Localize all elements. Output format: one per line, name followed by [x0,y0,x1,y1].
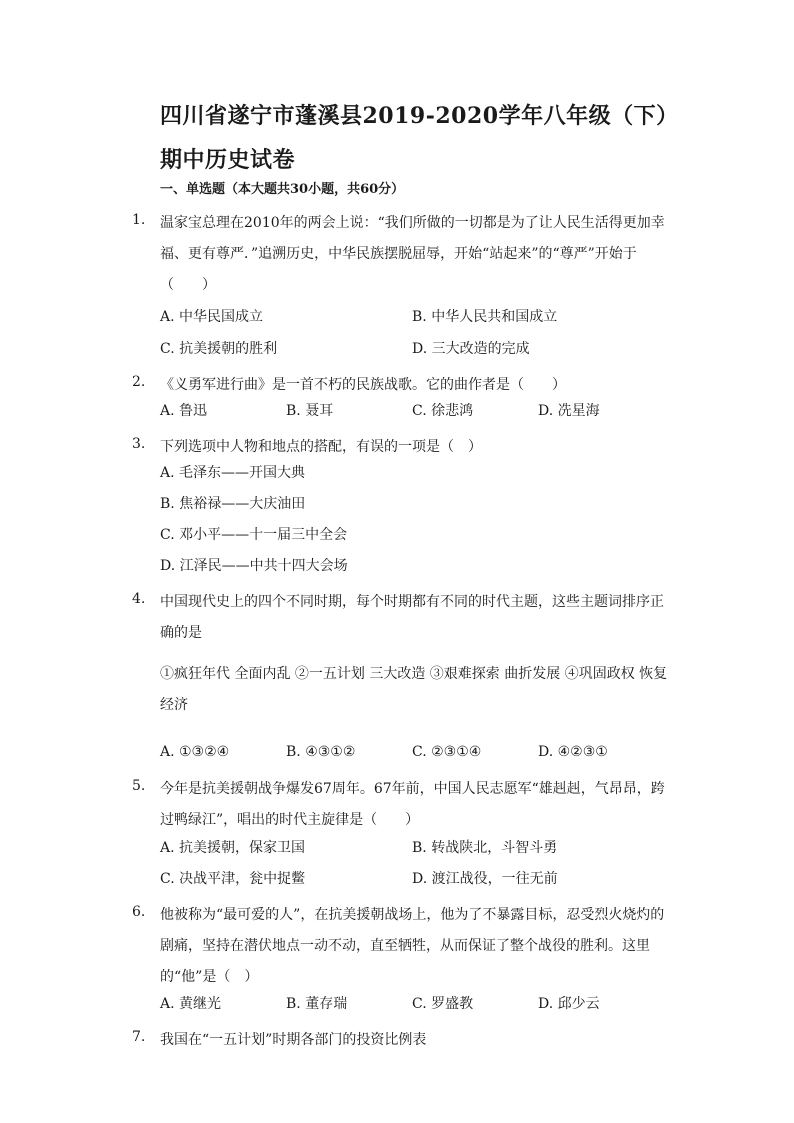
option-a[interactable]: A. 黄继光 [160,996,222,1012]
option-d[interactable]: D. 江泽民——中共十四大会场 [160,558,348,574]
option-b[interactable]: B. 聂耳 [286,403,334,419]
option-a[interactable]: A. 鲁迅 [160,403,208,419]
question-stem: 《义勇军进行曲》是一首不朽的民族战歌。它的曲作者是（ ） [160,377,566,393]
option-b[interactable]: B. ④③①② [286,744,356,760]
page-title: 四川省遂宁市蓬溪县2019-2020学年八年级（下）期中历史试卷 [160,103,679,173]
section-heading: 一、单选题（本大题共30小题，共60分） [160,182,405,197]
option-c[interactable]: C. ②③①④ [412,744,482,760]
question-number: 3. [132,436,146,452]
option-a[interactable]: A. ①③②④ [160,744,230,760]
option-a[interactable]: A. 毛泽东——开国大典 [160,465,306,481]
option-c[interactable]: C. 抗美援朝的胜利 [160,341,278,357]
option-c[interactable]: C. 罗盛教 [412,996,474,1012]
question-number: 1. [132,212,146,228]
option-b[interactable]: B. 董存瑞 [286,996,348,1012]
option-a[interactable]: A. 抗美援朝，保家卫国 [160,840,306,856]
question-number: 7. [132,1029,146,1045]
option-c[interactable]: C. 决战平津，瓮中捉鳖 [160,871,306,887]
question-number: 6. [132,904,146,920]
question-material: ①疯狂年代 全面内乱 ②一五计划 三大改造 ③艰难探索 曲折发展 ④巩固政权 恢复经济 [160,666,668,713]
option-b[interactable]: B. 转战陕北，斗智斗勇 [412,840,558,856]
question-stem: 温家宝总理在2010年的两会上说：“我们所做的一切都是为了让人民生活得更加幸福、更有尊严．”追溯历史，中华民族摆脱屈辱，开始“站起来”的“尊严”开始于（ ） [160,215,665,293]
option-a[interactable]: A. 中华民国成立 [160,309,264,325]
question-stem: 他被称为“最可爱的人”，在抗美援朝战场上，他为了不暴露目标，忍受烈火烧灼的剧痛，坚持在潜伏地点一动不动，直至牺牲，从而保证了整个战役的胜利。这里的“他”是（ ） [160,907,665,985]
option-d[interactable]: D. 邱少云 [538,996,600,1012]
option-d[interactable]: D. 渡江战役，一往无前 [412,871,558,887]
option-c[interactable]: C. 徐悲鸿 [412,403,474,419]
question-stem: 我国在“一五计划”时期各部门的投资比例表 [160,1032,427,1048]
question-stem: 今年是抗美援朝战争爆发67周年。67年前，中国人民志愿军“雄赳赳，气昂昂，跨过鸭绿江”，唱出的时代主旋律是（ ） [160,781,665,828]
option-b[interactable]: B. 焦裕禄——大庆油田 [160,496,306,512]
question-stem: 中国现代史上的四个不同时期，每个时期都有不同的时代主题，这些主题词排序正确的是 [160,594,664,641]
question-stem: 下列选项中人物和地点的搭配，有误的一项是（ ） [160,439,482,455]
option-d[interactable]: D. 三大改造的完成 [412,341,530,357]
question-number: 5. [132,778,146,794]
option-c[interactable]: C. 邓小平——十一届三中全会 [160,527,348,543]
option-d[interactable]: D. 冼星海 [538,403,600,419]
option-d[interactable]: D. ④②③① [538,744,608,760]
option-b[interactable]: B. 中华人民共和国成立 [412,309,558,325]
question-number: 4. [132,591,146,607]
question-number: 2. [132,374,146,390]
